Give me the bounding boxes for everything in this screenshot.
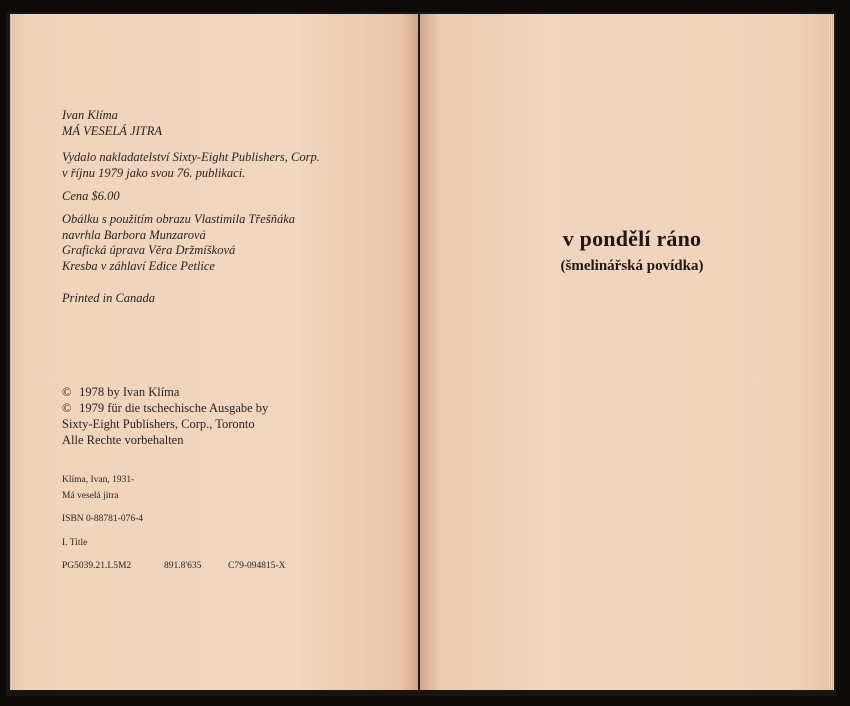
chapter-title: v pondělí ráno bbox=[562, 226, 702, 251]
copyright-line: Alle Rechte vorbehalten bbox=[62, 433, 184, 447]
copyright-symbol: © bbox=[62, 385, 72, 399]
credit-line: Grafická úprava Věra Držmíšková bbox=[62, 243, 236, 257]
open-book bbox=[6, 12, 836, 696]
price-block bbox=[62, 189, 120, 205]
catalog-class-lc: PG5039.21.L5M2 bbox=[62, 561, 132, 571]
catalog-author: Klíma, Ivan, 1931- bbox=[62, 475, 135, 485]
left-page bbox=[10, 14, 418, 690]
price: Cena $6.00 bbox=[62, 189, 120, 203]
page-edges bbox=[829, 14, 834, 690]
printed-block bbox=[62, 291, 155, 307]
copyright-line: © 1979 für die tschechische Ausgabe by bbox=[62, 401, 269, 415]
copyright-symbol: © bbox=[62, 401, 72, 415]
book-title: MÁ VESELÁ JITRA bbox=[62, 123, 162, 138]
author-title-block bbox=[62, 108, 162, 139]
copyright-block bbox=[62, 384, 268, 448]
credit-line: Kresba v záhlaví Edice Petlice bbox=[62, 258, 215, 273]
catalog-subject: I. Title bbox=[62, 538, 88, 548]
credits-block bbox=[62, 212, 295, 274]
right-page bbox=[420, 14, 834, 690]
copyright-line: © 1978 by Ivan Klíma bbox=[62, 385, 180, 399]
page-edges bbox=[10, 14, 16, 690]
credit-line: Obálku s použitím obrazu Vlastimila Třešňáka bbox=[62, 212, 295, 226]
catalog-isbn: ISBN 0-88781-076-4 bbox=[62, 514, 144, 524]
author-name: Ivan Klíma bbox=[62, 108, 118, 122]
catalog-title: Má veselá jitra bbox=[62, 491, 119, 501]
credit-line: navrhla Barbora Munzarová bbox=[62, 227, 206, 242]
catalog-class-dewey: 891.8'635 bbox=[164, 561, 202, 571]
publisher-block bbox=[62, 150, 320, 181]
publisher-line: v říjnu 1979 jako svou 76. publikaci. bbox=[62, 165, 246, 180]
publisher-line: Vydalo nakladatelství Sixty-Eight Publishers, Corp. bbox=[62, 150, 320, 164]
chapter-subtitle: (šmelinářská povídka) bbox=[560, 258, 704, 274]
catalog-class-cip: C79-094815-X bbox=[228, 561, 286, 571]
copyright-line: Sixty-Eight Publishers, Corp., Toronto bbox=[62, 417, 255, 431]
printed-in: Printed in Canada bbox=[62, 291, 156, 305]
